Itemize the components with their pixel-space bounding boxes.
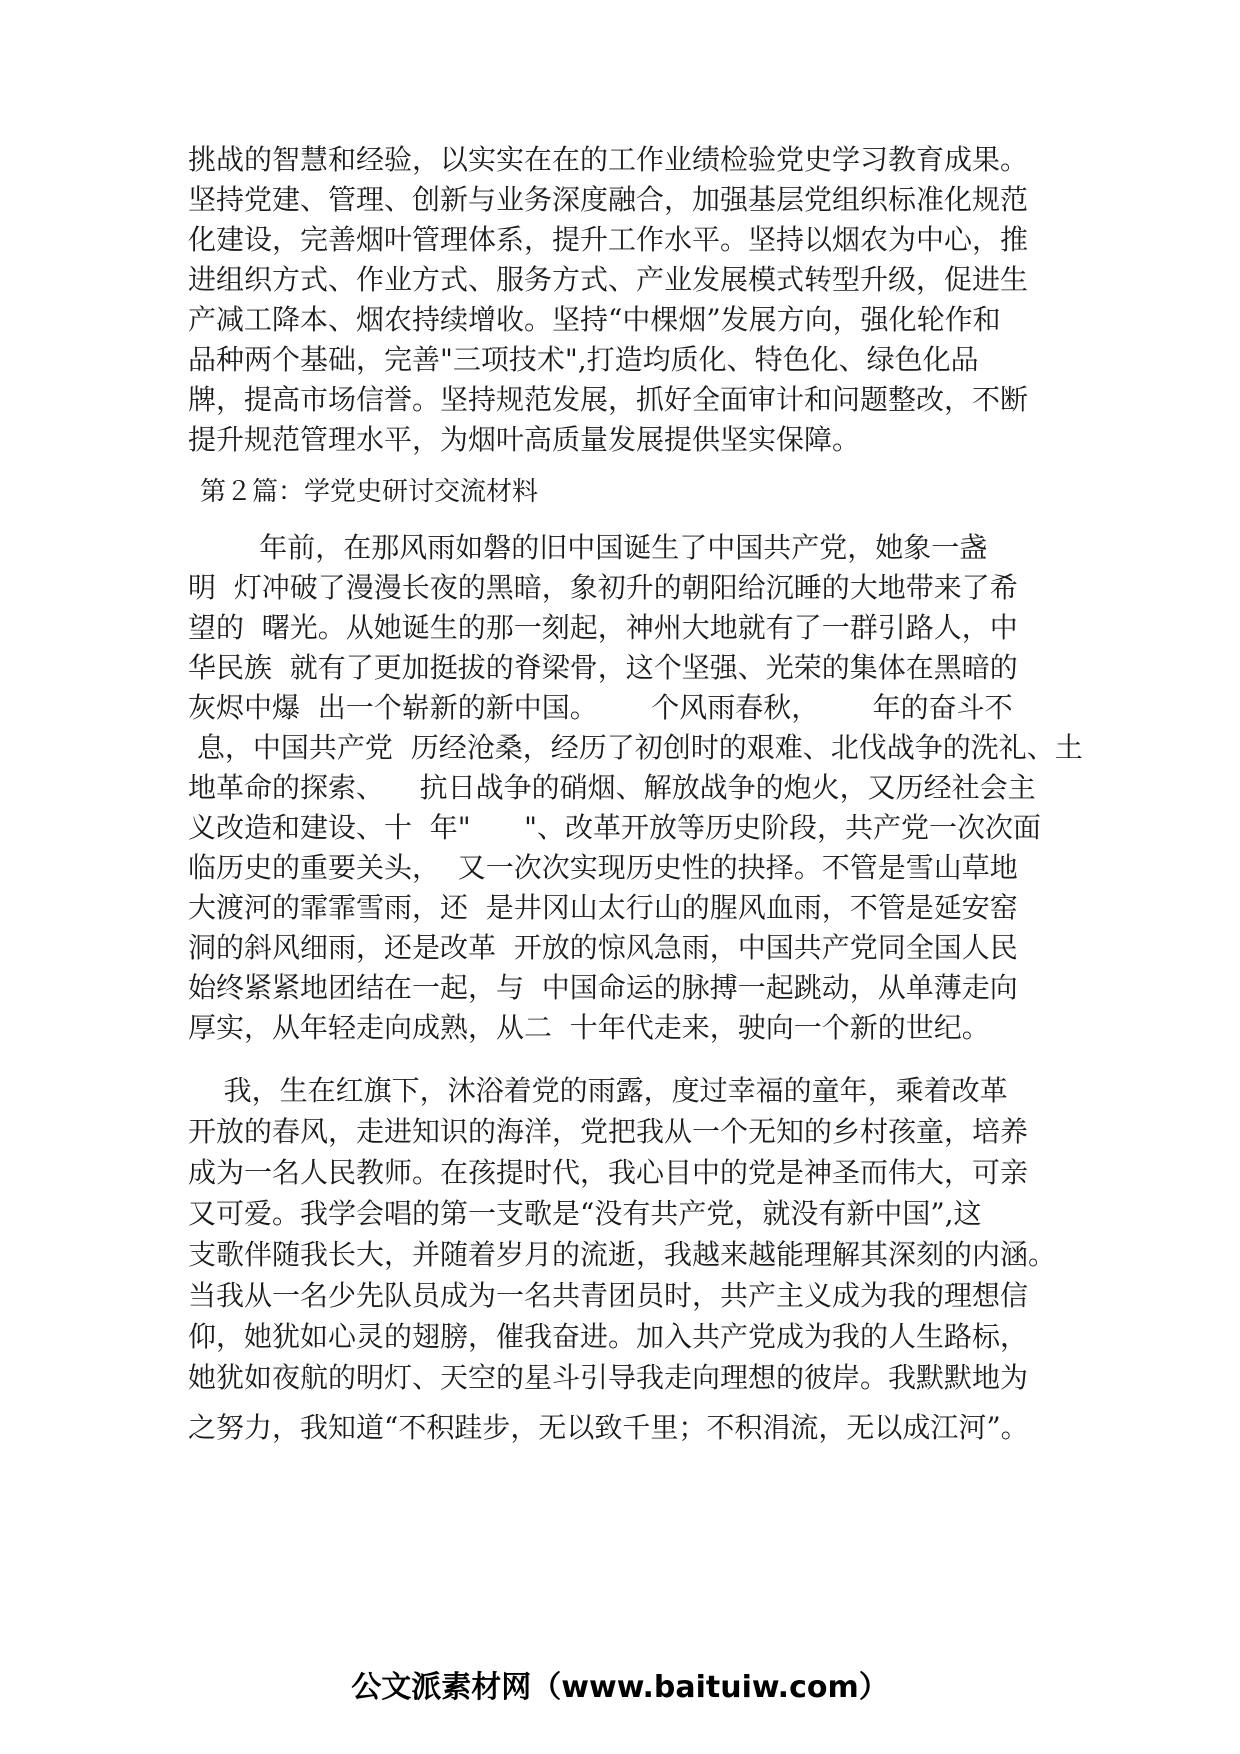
paragraph-line: 又可爱。我学会唱的第一支歌是“没有共产党，就没有新中国”,这 [188, 1197, 982, 1230]
footer-watermark: 公文派素材网（www.baituiw.com） [351, 1670, 889, 1705]
paragraph-line: 地革命的探索、 抗日战争的硝烟、解放战争的炮火，又历经社会主 [188, 771, 1036, 804]
paragraph-line: 当我从一名少先队员成为一名共青团员时，共产主义成为我的理想信 [188, 1279, 1029, 1312]
paragraph-line: 仰，她犹如心灵的翅膀，催我奋进。加入共产党成为我的人生路标， [188, 1320, 1029, 1353]
paragraph-line: 产减工降本、烟农持续增收。坚持“中棵烟”发展方向，强化轮作和 [188, 303, 1001, 336]
paragraph-line: 之努力，我知道“不积跬步，无以致千里；不积涓流，无以成江河”。 [188, 1411, 1029, 1444]
paragraph-line: 望的 曙光。从她诞生的那一刻起，神州大地就有了一群引路人，中 [188, 611, 1018, 644]
paragraph-line: 明 灯冲破了漫漫长夜的黑暗，象初升的朝阳给沉睡的大地带来了希 [188, 571, 1018, 604]
paragraph-line: 进组织方式、作业方式、服务方式、产业发展模式转型升级，促进生 [188, 263, 1029, 296]
paragraph-line: 大渡河的霏霏雪雨，还 是井冈山太行山的腥风血雨，不管是延安窑 [188, 891, 1018, 924]
paragraph-line: 临历史的重要关头， 又一次次实现历史性的抉择。不管是雪山草地 [188, 851, 1018, 884]
paragraph-line: 化建设，完善烟叶管理体系，提升工作水平。坚持以烟农为中心，推 [188, 223, 1029, 256]
paragraph-line: 洞的斜风细雨，还是改革 开放的惊风急雨，中国共产党同全国人民 [188, 931, 1018, 964]
paragraph-line: 挑战的智慧和经验，以实实在在的工作业绩检验党史学习教育成果。 [188, 143, 1029, 176]
paragraph-line: 支歌伴随我长大，并随着岁月的流逝，我越来越能理解其深刻的内涵。 [188, 1238, 1057, 1271]
paragraph-line: 厚实，从年轻走向成熟，从二 十年代走来，驶向一个新的世纪。 [188, 1011, 990, 1044]
paragraph-line: 牌，提高市场信誉。坚持规范发展，抓好全面审计和问题整改，不断 [188, 383, 1029, 416]
paragraph-line: 年前，在那风雨如磐的旧中国诞生了中国共产党，她象一盏 [188, 531, 988, 564]
paragraph-line: 我，生在红旗下，沐浴着党的雨露，度过幸福的童年，乘着改革 [188, 1074, 1008, 1107]
paragraph-line: 提升规范管理水平，为烟叶高质量发展提供坚实保障。 [188, 423, 861, 456]
paragraph-line: 坚持党建、管理、创新与业务深度融合，加强基层党组织标准化规范 [188, 183, 1029, 216]
paragraph-line: 始终紧紧地团结在一起，与 中国命运的脉搏一起跳动，从单薄走向 [188, 971, 1018, 1004]
paragraph-line: 她犹如夜航的明灯、天空的星斗引导我走向理想的彼岸。我默默地为 [188, 1361, 1029, 1394]
paragraph-line: 开放的春风，走进知识的海洋，党把我从一个无知的乡村孩童，培养 [188, 1115, 1029, 1148]
paragraph-line: 品种两个基础，完善"三项技术",打造均质化、特色化、绿色化品 [188, 343, 979, 376]
section-heading: 第２篇：学党史研讨交流材料 [200, 477, 539, 507]
paragraph-line: 息，中国共产党 历经沧桑，经历了初创时的艰难、北伐战争的洗礼、土 [188, 731, 1083, 764]
paragraph-line: 灰烬中爆 出一个崭新的新中国。 个风雨春秋， 年的奋斗不 [188, 691, 1013, 724]
paragraph-line: 成为一名人民教师。在孩提时代，我心目中的党是神圣而伟大，可亲 [188, 1156, 1029, 1189]
paragraph-line: 义改造和建设、十 年" "、改革开放等历史阶段，共产党一次次面 [188, 811, 1041, 844]
paragraph-line: 华民族 就有了更加挺拔的脊梁骨，这个坚强、光荣的集体在黑暗的 [188, 651, 1018, 684]
